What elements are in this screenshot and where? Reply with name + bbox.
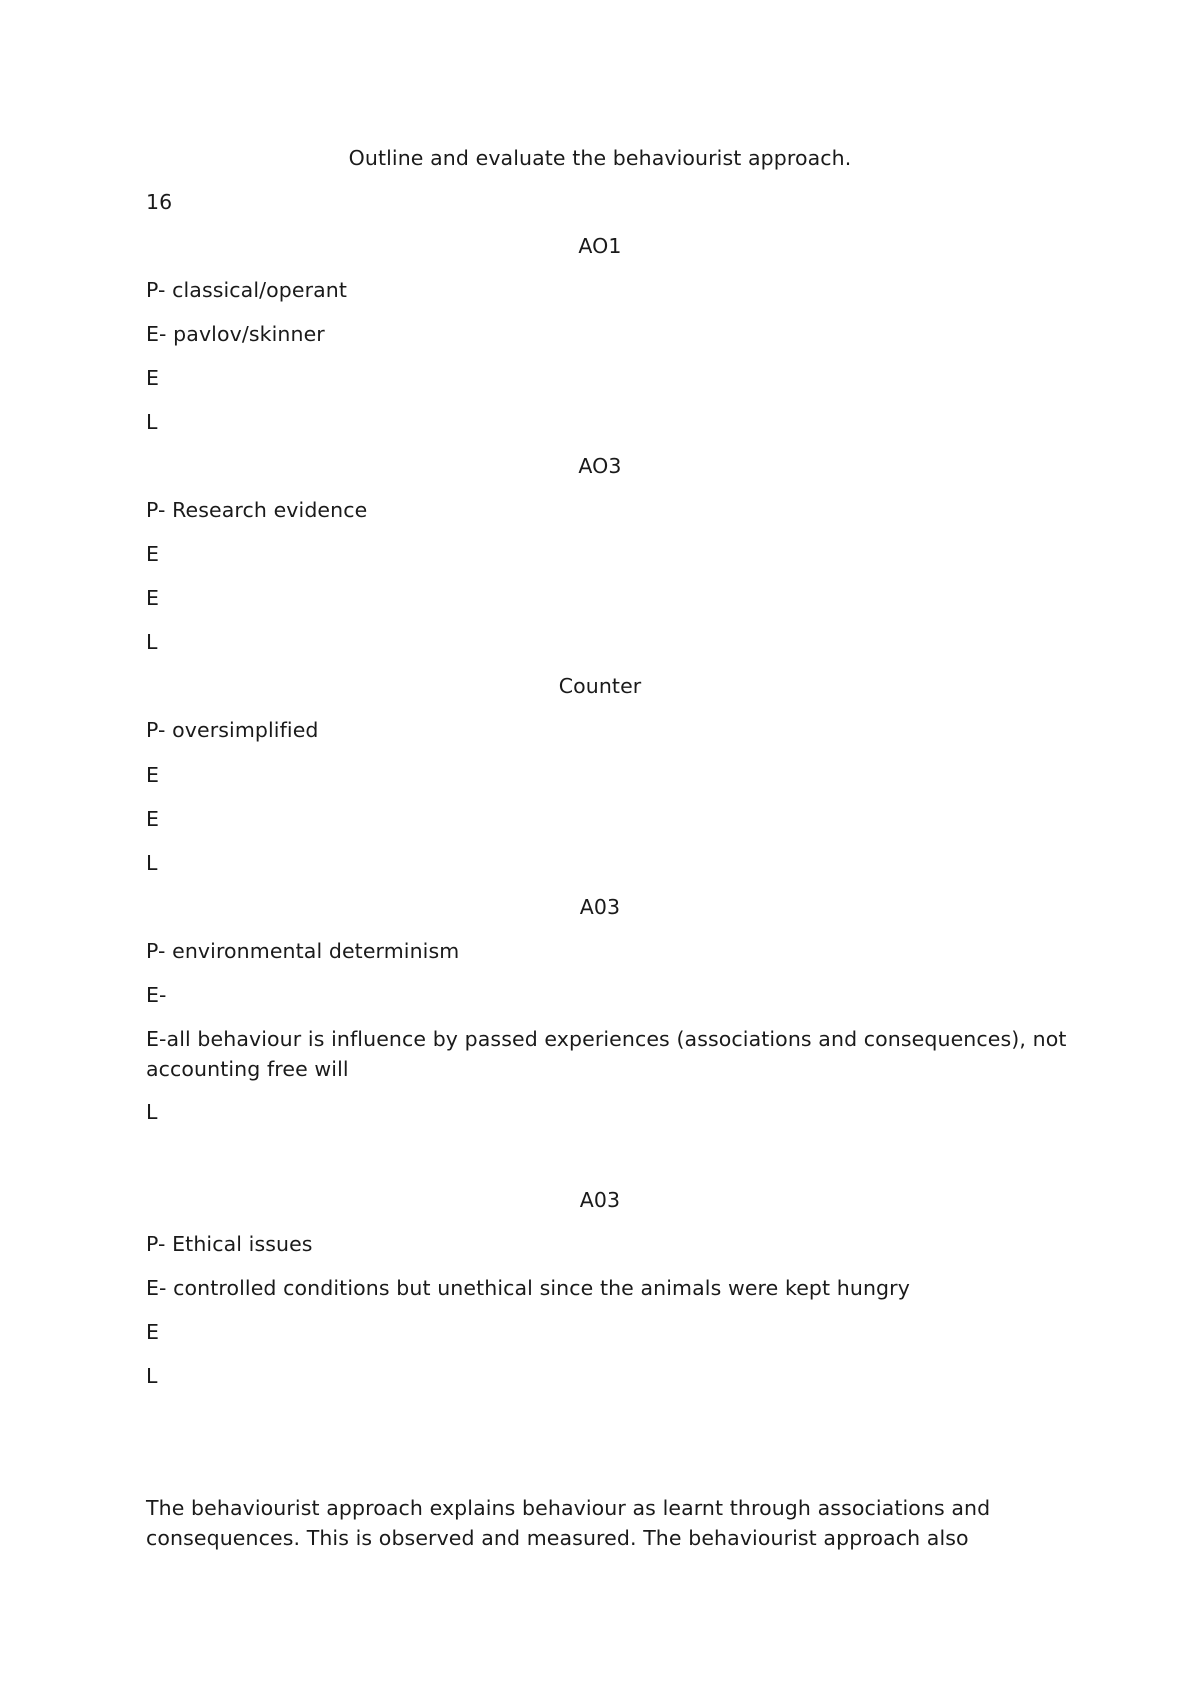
ao1-explain: E xyxy=(146,366,160,390)
ao1-link: L xyxy=(146,410,158,434)
ao3-research-evidence: E xyxy=(146,542,160,566)
counter-link: L xyxy=(146,851,158,875)
ao3-research-explain: E xyxy=(146,586,160,610)
section-heading-ao3-research: AO3 xyxy=(578,454,622,478)
ao3-ethics-link: L xyxy=(146,1364,158,1388)
counter-explain: E xyxy=(146,807,160,831)
ao3-research-point: P- Research evidence xyxy=(146,498,368,522)
counter-point: P- oversimplified xyxy=(146,718,319,742)
section-heading-ao1: AO1 xyxy=(578,234,622,258)
counter-evidence: E xyxy=(146,763,160,787)
ao3-ethics-explain: E xyxy=(146,1320,160,1344)
section-heading-counter: Counter xyxy=(558,674,642,698)
essay-intro-paragraph: The behaviourist approach explains behaviour as learnt through associations and consequences. This is observed and measured. The behaviourist approach also xyxy=(146,1496,991,1550)
document-title: Outline and evaluate the behaviourist approach. xyxy=(348,146,852,170)
ao3-research-link: L xyxy=(146,630,158,654)
ao3-determinism-point: P- environmental determinism xyxy=(146,939,460,963)
marks-value: 16 xyxy=(146,190,173,214)
section-heading-ao3-ethics: A03 xyxy=(579,1188,621,1212)
ao3-determinism-evidence: E- xyxy=(146,983,167,1007)
section-heading-ao3-determinism: A03 xyxy=(579,895,621,919)
ao1-point: P- classical/operant xyxy=(146,278,348,302)
ao3-determinism-link: L xyxy=(146,1100,158,1124)
ao3-ethics-point: P- Ethical issues xyxy=(146,1232,313,1256)
ao1-evidence: E- pavlov/skinner xyxy=(146,322,325,346)
ao3-determinism-explain: E-all behaviour is influence by passed experiences (associations and consequences), not accounting free will xyxy=(146,1027,1067,1081)
ao3-ethics-evidence: E- controlled conditions but unethical since the animals were kept hungry xyxy=(146,1276,910,1300)
